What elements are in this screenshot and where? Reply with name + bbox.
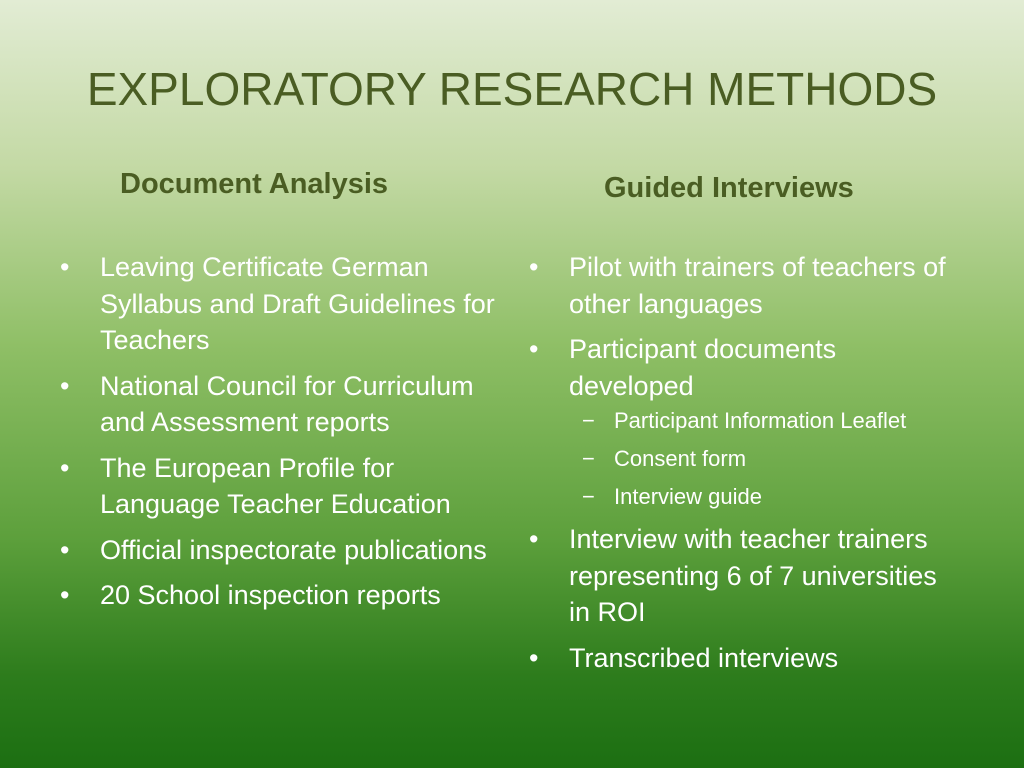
dash-icon: − [582,484,595,509]
list-item [525,249,965,322]
list-item [525,521,965,631]
list-item-text: The European Profile for Language Teacher Education [100,452,451,519]
list-item [525,640,965,677]
document-analysis-heading: Document Analysis [120,168,389,200]
list-item [525,331,965,512]
bullet-icon: • [60,252,70,282]
bullet-icon: • [529,524,539,554]
bullet-icon: • [60,534,70,565]
list-item-text: 20 School inspection reports [100,580,441,610]
list-item [56,249,501,359]
list-item [56,450,501,523]
bullet-icon: • [60,452,70,483]
bullet-icon: • [60,370,70,401]
document-analysis-list [56,249,501,623]
sub-list-item [525,482,965,512]
bullet-icon: • [529,252,539,282]
sub-list-item [525,444,965,474]
list-item-text: Interview with teacher trainers representing 6 of 7 universities in ROI [569,524,937,627]
list-item-text: Official inspectorate publications [100,534,487,565]
list-item [56,368,501,441]
bullet-icon: • [529,334,539,364]
bullet-icon: • [529,642,539,673]
participant-documents-sublist [569,406,965,512]
sub-list-item [525,406,965,436]
dash-icon: − [582,446,595,471]
list-item-text: National Council for Curriculum and Assessment reports [100,370,474,437]
sub-list-item-text: Interview guide [614,484,762,509]
guided-interviews-list [525,249,965,685]
sub-list-item-text: Consent form [614,446,747,471]
list-item-text: Transcribed interviews [569,642,839,673]
list-item [56,532,501,569]
sub-list-item-text: Participant Information Leaflet [614,408,907,433]
guided-interviews-heading: Guided Interviews [604,172,854,204]
list-item-text: Participant documents developed [569,334,837,401]
slide-title: EXPLORATORY RESEARCH METHODS [86,63,938,115]
bullet-icon: • [60,580,70,610]
dash-icon: − [582,408,595,433]
list-item [56,577,501,614]
list-item-text: Leaving Certificate German Syllabus and Draft Guidelines for Teachers [100,252,495,355]
list-item-text: Pilot with trainers of teachers of other languages [569,252,946,319]
